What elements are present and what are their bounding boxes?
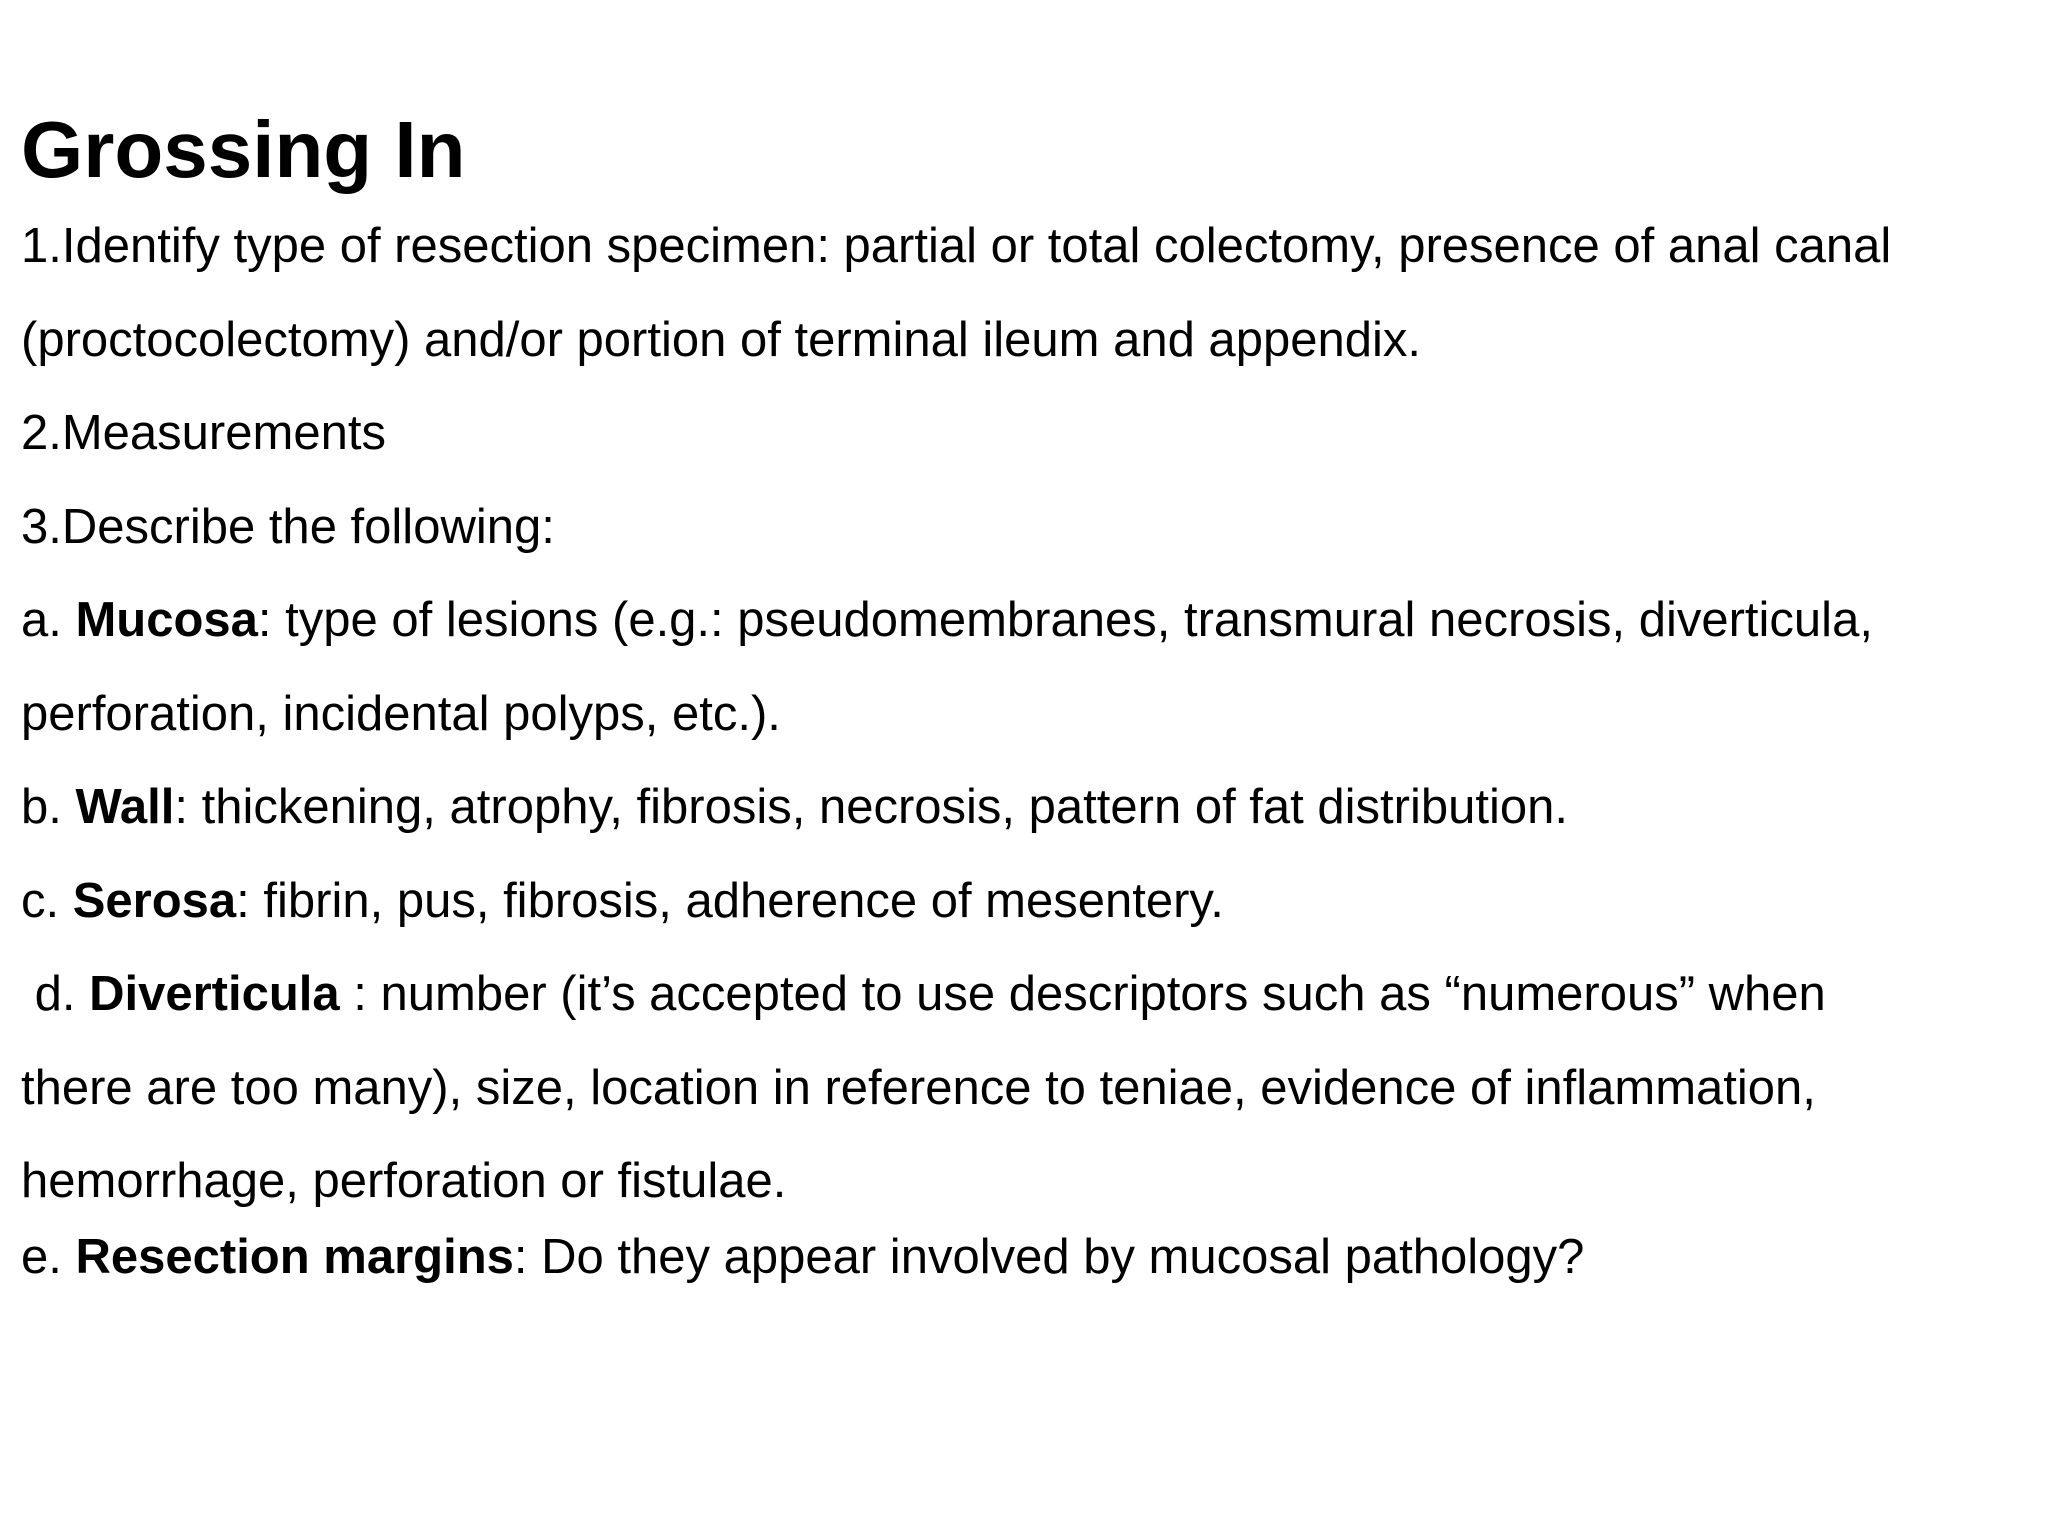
item-a-prefix: a.: [21, 593, 76, 647]
item-d-line-3: hemorrhage, perforation or fistulae.: [21, 1154, 787, 1208]
item-b-prefix: b.: [21, 780, 76, 834]
item-c-text: : fibrin, pus, fibrosis, adherence of mesentery.: [236, 873, 1224, 928]
item-b-term: Wall: [75, 780, 175, 834]
item-e-prefix: e.: [21, 1229, 76, 1284]
item-b-text: : thickening, atrophy, fibrosis, necrosis, pattern of fat distribution.: [174, 780, 1568, 834]
item-d-line-2: there are too many), size, location in reference to teniae, evidence of inflammation,: [21, 1060, 1816, 1115]
item-a-line-2: perforation, incidental polyps, etc.).: [21, 686, 781, 741]
item-1-line-2: (proctocolectomy) and/or portion of terminal ileum and appendix.: [21, 312, 1421, 367]
item-1-line-1: 1.Identify type of resection specimen: partial or total colectomy, presence of anal canal: [21, 219, 1892, 273]
item-e-text: : Do they appear involved by mucosal pathology?: [513, 1229, 1585, 1284]
item-b: [21, 761, 2031, 855]
item-a-text: : type of lesions (e.g.: pseudomembranes, transmural necrosis, diverticula,: [257, 593, 1873, 647]
slide-title: Grossing In: [21, 105, 466, 194]
item-d-text: : number (it’s accepted to use descriptors such as “numerous” when: [339, 967, 1826, 1021]
item-d-line-1: [21, 948, 2031, 1042]
item-d-prefix: d.: [21, 967, 90, 1021]
item-a-term: Mucosa: [75, 593, 258, 647]
slide-body: [21, 200, 2031, 1295]
item-c-term: Serosa: [72, 873, 237, 928]
item-e: [21, 1220, 2031, 1295]
item-d-term: Diverticula: [89, 967, 340, 1021]
item-3: 3.Describe the following:: [21, 499, 555, 554]
item-2: 2.Measurements: [21, 406, 386, 460]
item-e-term: Resection margins: [75, 1229, 514, 1284]
item-a-line-1: [21, 574, 2031, 668]
item-c-prefix: c.: [21, 873, 73, 928]
item-c: [21, 855, 2031, 949]
